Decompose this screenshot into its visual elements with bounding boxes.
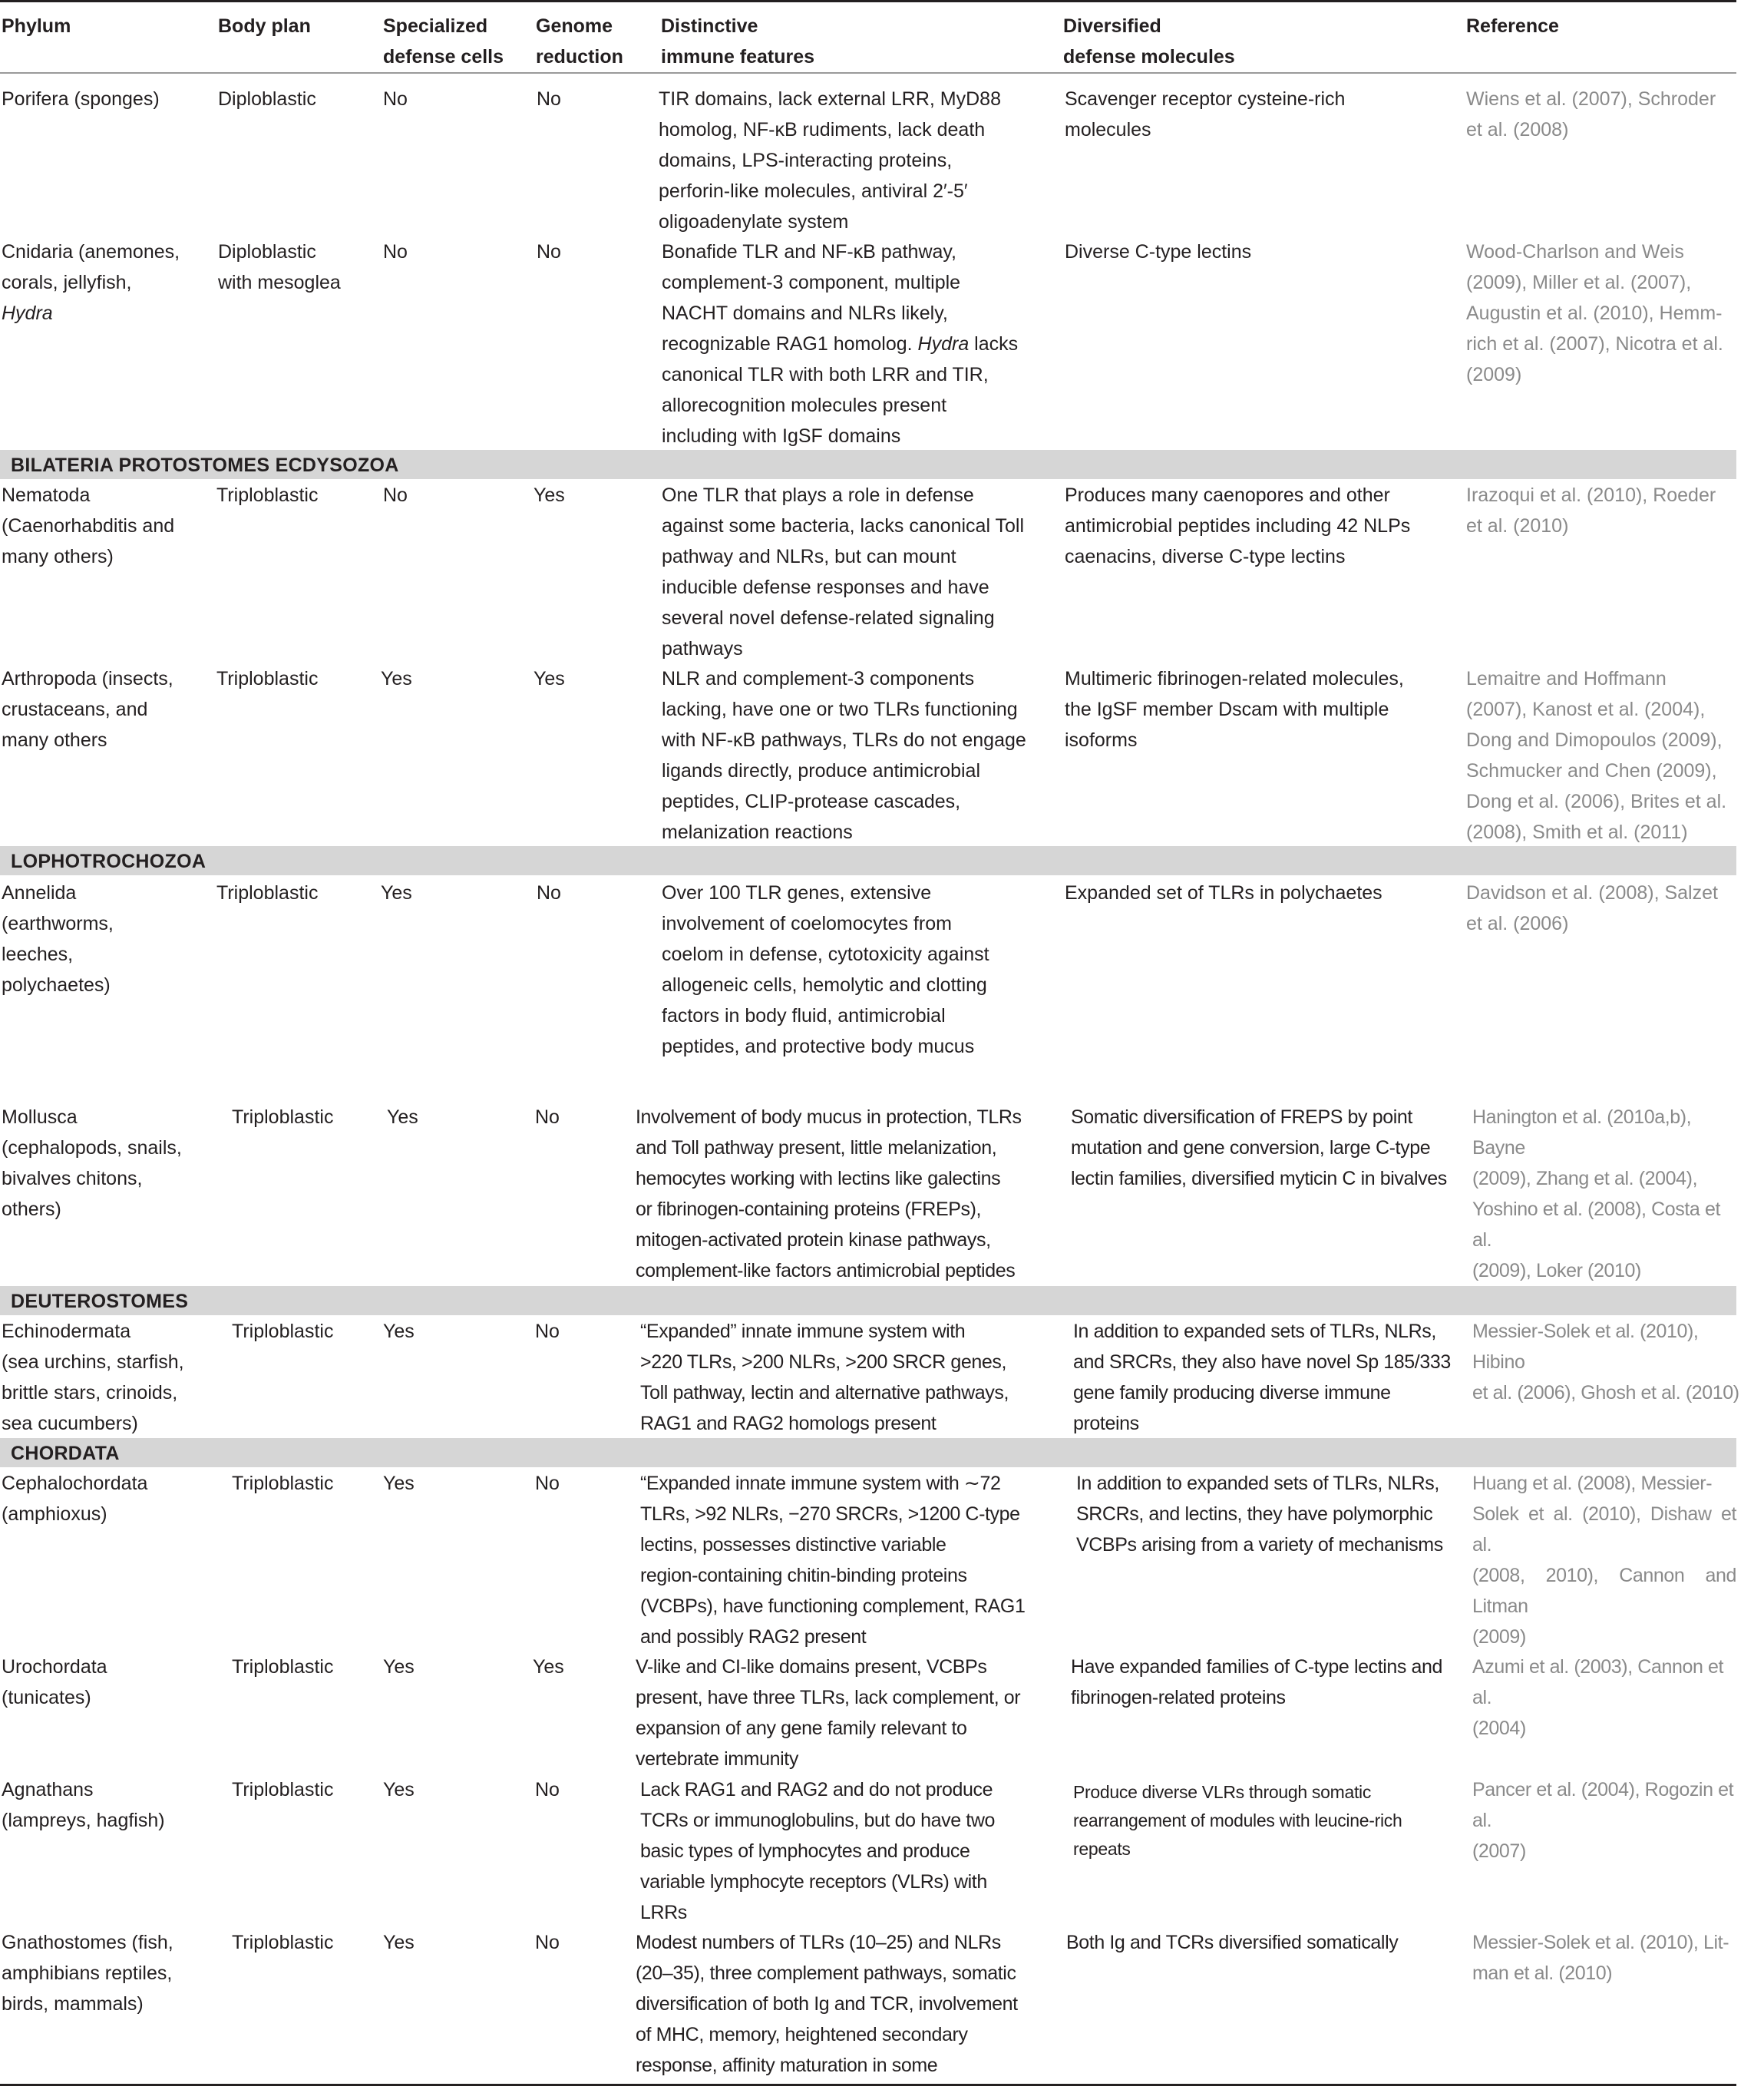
cell-features: Over 100 TLR genes, extensive involvement of coelomocytes from coelom in defense, cytotoxicity against allogeneic cells, hemolytic and clotting factors in body fluid, antimicrobial peptides, and protective body mucus [662, 882, 989, 1057]
cell-body-plan: Triploblastic [232, 1932, 334, 1953]
cell-specialized: No [383, 241, 408, 263]
cell-genome: No [535, 1106, 560, 1128]
cell-genome: No [537, 882, 561, 904]
cell-molecules: In addition to expanded sets of TLRs, NLRs, SRCRs, and lectins, they have polymorphic VCBPs arising from a variety of mechanisms [1076, 1473, 1443, 1556]
cell-specialized: Yes [383, 1473, 415, 1494]
cell-genome: No [535, 1473, 560, 1494]
cell-body-plan: Triploblastic [232, 1656, 334, 1678]
cell-phylum: Agnathans (lampreys, hagfish) [2, 1779, 165, 1831]
cell-specialized: Yes [381, 668, 412, 689]
cell-body-plan: Triploblastic [232, 1321, 334, 1342]
cell-features: Lack RAG1 and RAG2 and do not produce TCRs or immunoglobulins, but do have two basic types of lymphocytes and produce variable lymphocyte receptors (VLRs) with LRRs [640, 1779, 996, 1923]
cell-body-plan: Triploblastic [216, 484, 319, 506]
cell-molecules: Scavenger receptor cysteine-rich molecules [1065, 88, 1346, 141]
header-phylum: Phylum [2, 15, 71, 37]
cell-molecules: Somatic diversification of FREPS by point mutation and gene conversion, large C-type lectin families, diversified myticin C in bivalves [1071, 1106, 1447, 1189]
header-diversified: Diversified defense molecules [1063, 15, 1235, 68]
cell-phylum: Echinodermata (sea urchins, starfish, brittle stars, crinoids, sea cucumbers) [2, 1321, 184, 1434]
cell-genome: No [537, 88, 561, 110]
cell-reference: Messier-Solek et al. (2010), Hibino et al. (2006), Ghosh et al. (2010) [1472, 1321, 1739, 1404]
cell-genome: No [535, 1932, 560, 1953]
cell-reference: Pancer et al. (2004), Rogozin et al. (2007) [1472, 1779, 1734, 1862]
cell-features: Involvement of body mucus in protection, TLRs and Toll pathway present, little melanization, hemocytes working with lectins like galectins or fibrinogen-containing proteins (FREPs), mitogen-activated protein kinase pathways, complement-like factors antimicrobial peptides [636, 1106, 1022, 1281]
cell-molecules: Diverse C-type lectins [1065, 241, 1252, 263]
cell-molecules: Multimeric fibrinogen-related molecules, the IgSF member Dscam with multiple isoforms [1065, 668, 1404, 751]
cell-phylum: Arthropoda (insects, crustaceans, and many others [2, 668, 173, 751]
header-specialized: Specialized defense cells [383, 15, 504, 68]
cell-features: “Expanded innate immune system with ∼72 TLRs, >92 NLRs, −270 SRCRs, >1200 C-type lectins, possesses distinctive variable region-containing chitin-binding proteins (VCBPs), have functioning complement, RAG1 and possibly RAG2 present [640, 1473, 1026, 1648]
cell-features: Modest numbers of TLRs (10–25) and NLRs (20–35), three complement pathways, somatic diversification of both Ig and TCR, involvement of MHC, memory, heightened secondary response, affinity maturation in some [636, 1932, 1018, 2076]
cell-genome: No [537, 241, 561, 263]
cell-specialized: Yes [383, 1321, 415, 1342]
cell-specialized: Yes [383, 1779, 415, 1800]
cell-molecules: Expanded set of TLRs in polychaetes [1065, 882, 1382, 904]
cell-reference: Azumi et al. (2003), Cannon et al. (2004) [1472, 1656, 1724, 1739]
cell-genome: Yes [533, 484, 565, 506]
cell-reference: Huang et al. (2008), Messier- Solek et al. (2010), Dishaw et al. (2008, 2010), Cannon and Litman (2009) [1472, 1473, 1736, 1648]
cell-specialized: Yes [383, 1932, 415, 1953]
cell-genome: No [535, 1779, 560, 1800]
cell-features: “Expanded” innate immune system with >220 TLRs, >200 NLRs, >200 SRCR genes, Toll pathway, lectin and alternative pathways, RAG1 and RAG2 homologs present [640, 1321, 1009, 1434]
cell-molecules: In addition to expanded sets of TLRs, NLRs, and SRCRs, they also have novel Sp 185/333 gene family producing diverse immune proteins [1073, 1321, 1451, 1434]
cell-body-plan: Triploblastic [232, 1106, 334, 1128]
cell-reference: Messier-Solek et al. (2010), Lit- man et al. (2010) [1472, 1932, 1729, 1984]
cell-phylum: Cephalochordata (amphioxus) [2, 1473, 148, 1525]
cell-reference: Wiens et al. (2007), Schroder et al. (2008) [1466, 88, 1716, 141]
cell-body-plan: Triploblastic [216, 668, 319, 689]
cell-specialized: Yes [383, 1656, 415, 1678]
cell-body-plan: Triploblastic [232, 1779, 334, 1800]
cell-phylum: Gnathostomes (fish, amphibians reptiles, birds, mammals) [2, 1932, 173, 2015]
header-bottom-rule [0, 72, 1736, 74]
cell-body-plan: Diploblastic [218, 88, 316, 110]
header-genome: Genome reduction [536, 15, 623, 68]
section-header: CHORDATA [0, 1438, 1736, 1467]
cell-features: TIR domains, lack external LRR, MyD88 homolog, NF-κB rudiments, lack death domains, LPS-interacting proteins, perforin-like molecules, antiviral 2′-5′ oligoadenylate system [659, 88, 1001, 233]
header-distinctive: Distinctive immune features [661, 15, 815, 68]
cell-genome: Yes [533, 668, 565, 689]
cell-genome: Yes [533, 1656, 564, 1678]
cell-molecules: Both Ig and TCRs diversified somatically [1066, 1932, 1399, 1953]
cell-molecules: Produce diverse VLRs through somatic rearrangement of modules with leucine-rich repeats [1073, 1782, 1402, 1859]
cell-features: V-like and CI-like domains present, VCBPs present, have three TLRs, lack complement, or expansion of any gene family relevant to vertebrate immunity [636, 1656, 1021, 1770]
cell-molecules: Produces many caenopores and other antimicrobial peptides including 42 NLPs caenacins, diverse C-type lectins [1065, 484, 1411, 567]
cell-genome: No [535, 1321, 560, 1342]
cell-phylum: Urochordata (tunicates) [2, 1656, 107, 1708]
cell-molecules: Have expanded families of C-type lectins and fibrinogen-related proteins [1071, 1656, 1443, 1708]
table-bottom-rule [0, 2084, 1736, 2086]
section-header: BILATERIA PROTOSTOMES ECDYSOZOA [0, 450, 1736, 479]
header-reference: Reference [1466, 15, 1559, 37]
cell-phylum: Porifera (sponges) [2, 88, 160, 110]
header-top-rule [0, 0, 1736, 2]
cell-specialized: Yes [387, 1106, 418, 1128]
cell-reference: Lemaitre and Hoffmann (2007), Kanost et al. (2004), Dong and Dimopoulos (2009), Schmucker and Chen (2009), Dong et al. (2006), Brites et al. (2008), Smith et al. (2011) [1466, 668, 1727, 843]
section-header: DEUTEROSTOMES [0, 1286, 1736, 1315]
cell-features: NLR and complement-3 components lacking, have one or two TLRs functioning with NF-κB pathways, TLRs do not engage ligands directly, produce antimicrobial peptides, CLIP-protease cascades, melanization reactions [662, 668, 1026, 843]
cell-reference: Irazoqui et al. (2010), Roeder et al. (2010) [1466, 484, 1716, 537]
cell-phylum: Annelida (earthworms, leeches, polychaetes) [2, 882, 114, 996]
cell-body-plan: Diploblastic with mesoglea [218, 241, 341, 293]
cell-reference: Wood-Charlson and Weis (2009), Miller et al. (2007), Augustin et al. (2010), Hemm- rich et al. (2007), Nicotra et al. (2009) [1466, 241, 1723, 385]
cell-body-plan: Triploblastic [216, 882, 319, 904]
cell-reference: Davidson et al. (2008), Salzet et al. (2006) [1466, 882, 1718, 934]
cell-specialized: Yes [381, 882, 412, 904]
section-header: LOPHOTROCHOZOA [0, 846, 1736, 875]
cell-features: One TLR that plays a role in defense against some bacteria, lacks canonical Toll pathway and NLRs, but can mount inducible defense responses and have several novel defense-related signaling pathways [662, 484, 1025, 660]
cell-phylum: Nematoda (Caenorhabditis and many others) [2, 484, 175, 567]
cell-phylum: Cnidaria (anemones, corals, jellyfish, Hydra [2, 241, 180, 324]
header-body-plan: Body plan [218, 15, 311, 37]
cell-features: Bonafide TLR and NF-κB pathway, complement-3 component, multiple NACHT domains and NLRs likely, recognizable RAG1 homolog. Hydra lacks canonical TLR with both LRR and TIR, allorecognition molecules present including with IgSF domains [662, 241, 1019, 447]
cell-specialized: No [383, 88, 408, 110]
cell-body-plan: Triploblastic [232, 1473, 334, 1494]
cell-specialized: No [383, 484, 408, 506]
cell-reference: Hanington et al. (2010a,b), Bayne (2009), Zhang et al. (2004), Yoshino et al. (2008), Costa et al. (2009), Loker (2010) [1472, 1106, 1721, 1281]
cell-phylum: Mollusca (cephalopods, snails, bivalves chitons, others) [2, 1106, 182, 1220]
